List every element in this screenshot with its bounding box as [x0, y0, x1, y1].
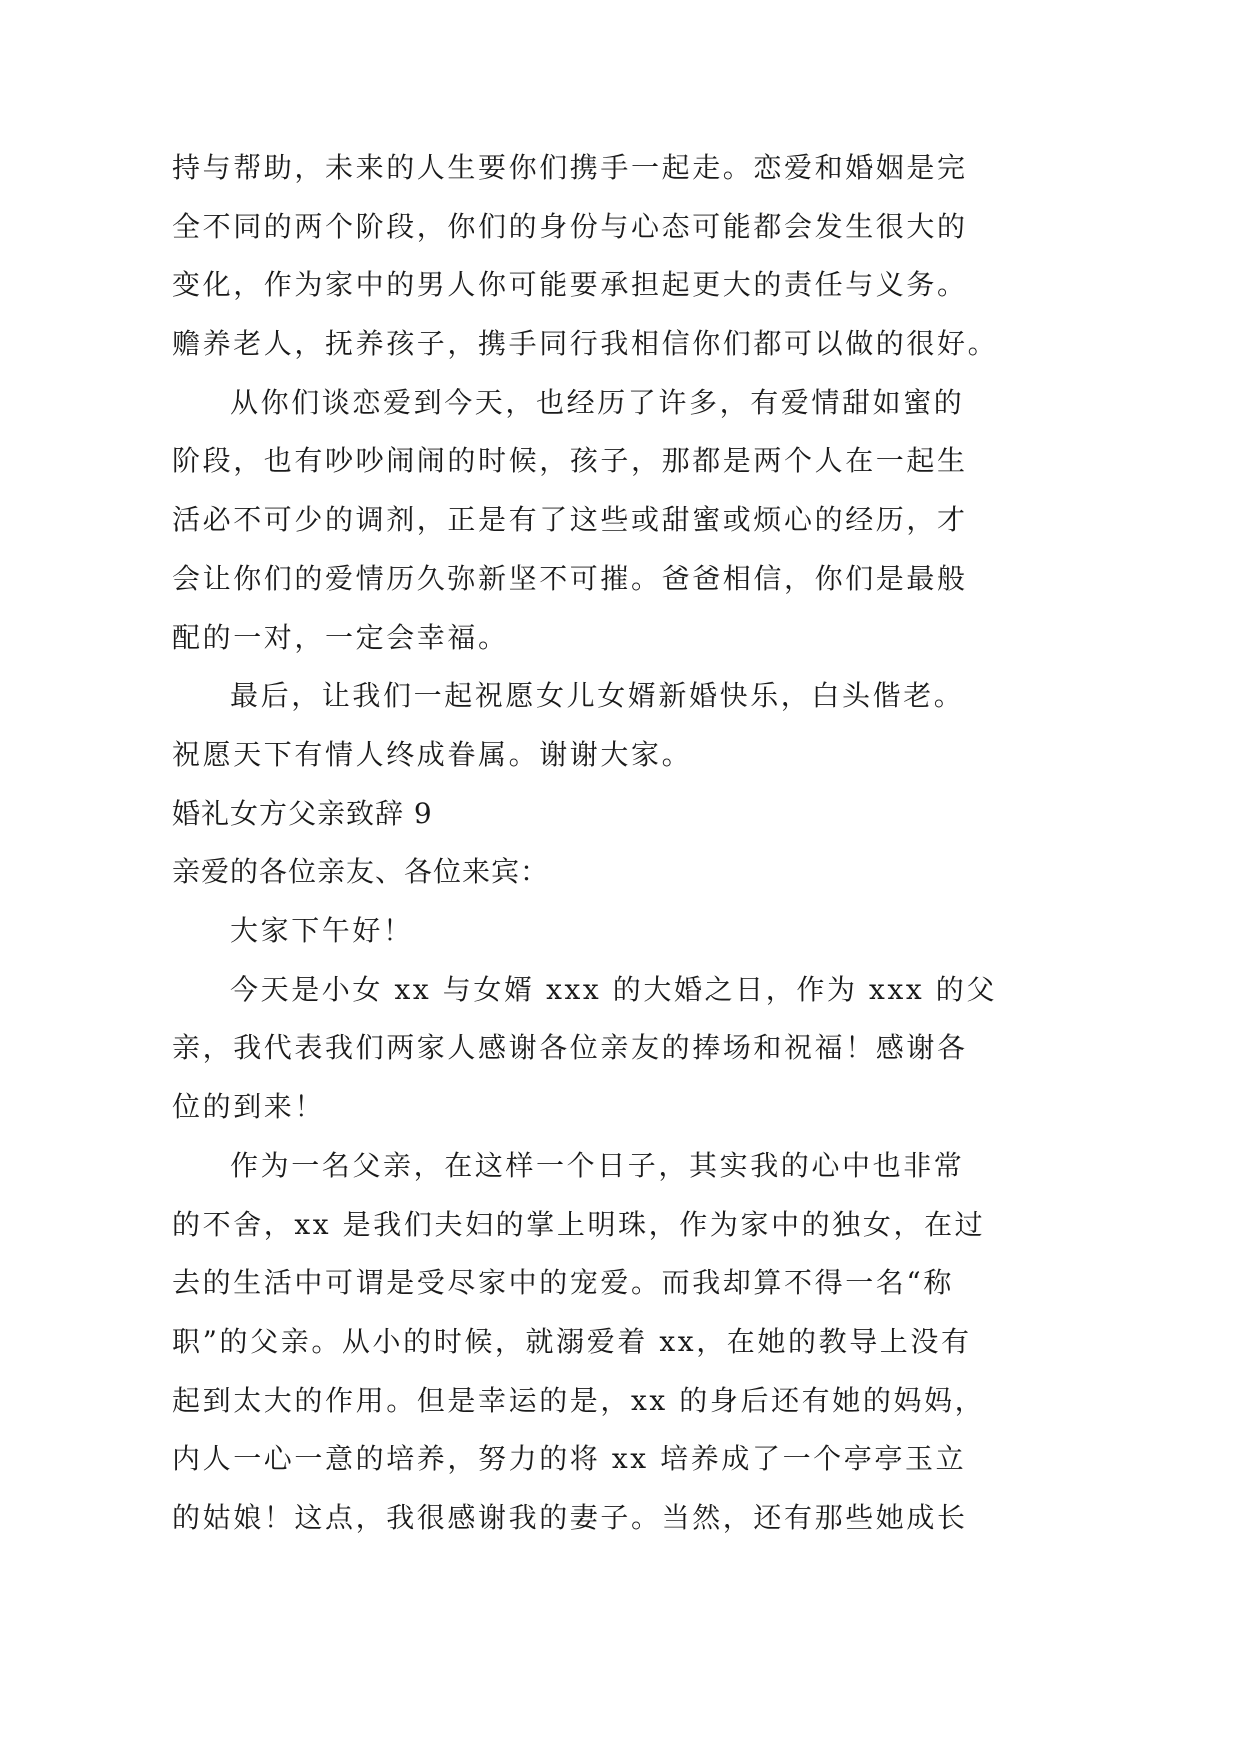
text-line: 亲，我代表我们两家人感谢各位亲友的捧场和祝福！感谢各	[172, 1031, 968, 1064]
text-line: 祝愿天下有情人终成眷属。谢谢大家。	[172, 738, 693, 771]
text-line: 会让你们的爱情历久弥新坚不可摧。爸爸相信，你们是最般	[172, 562, 968, 595]
text-line: 全不同的两个阶段，你们的身份与心态可能都会发生很大的	[172, 210, 968, 243]
text-line: 持与帮助，未来的人生要你们携手一起走。恋爱和婚姻是完	[172, 151, 968, 184]
text-line: 从你们谈恋爱到今天，也经历了许多，有爱情甜如蜜的	[230, 386, 965, 419]
text-line: 的姑娘！这点，我很感谢我的妻子。当然，还有那些她成长	[172, 1501, 968, 1534]
text-line: 起到太大的作用。但是幸运的是，xx 的身后还有她的妈妈，	[172, 1384, 986, 1417]
text-line: 活必不可少的调剂，正是有了这些或甜蜜或烦心的经历，才	[172, 503, 968, 536]
text-line: 内人一心一意的培养，努力的将 xx 培养成了一个亭亭玉立	[172, 1442, 967, 1475]
text-line: 作为一名父亲，在这样一个日子，其实我的心中也非常	[230, 1149, 965, 1182]
text-line: 位的到来！	[172, 1090, 326, 1123]
text-line: 阶段，也有吵吵闹闹的时候，孩子，那都是两个人在一起生	[172, 444, 968, 477]
text-line: 变化，作为家中的男人你可能要承担起更大的责任与义务。	[172, 268, 968, 301]
text-line: 今天是小女 xx 与女婿 xxx 的大婚之日，作为 xxx 的父	[230, 973, 997, 1006]
text-line: 大家下午好！	[230, 914, 414, 947]
text-line: 配的一对，一定会幸福。	[172, 621, 509, 654]
text-line: 去的生活中可谓是受尽家中的宠爱。而我却算不得一名“称	[172, 1266, 954, 1299]
section-title: 婚礼女方父亲致辞 9	[172, 797, 433, 830]
text-line: 最后，让我们一起祝愿女儿女婿新婚快乐，白头偕老。	[230, 679, 965, 712]
text-line: 赡养老人，抚养孩子，携手同行我相信你们都可以做的很好。	[172, 327, 999, 360]
salutation: 亲爱的各位亲友、各位来宾：	[172, 855, 550, 888]
text-line: 职”的父亲。从小的时候，就溺爱着 xx，在她的教导上没有	[172, 1325, 972, 1358]
text-line: 的不舍，xx 是我们夫妇的掌上明珠，作为家中的独女，在过	[172, 1208, 986, 1241]
